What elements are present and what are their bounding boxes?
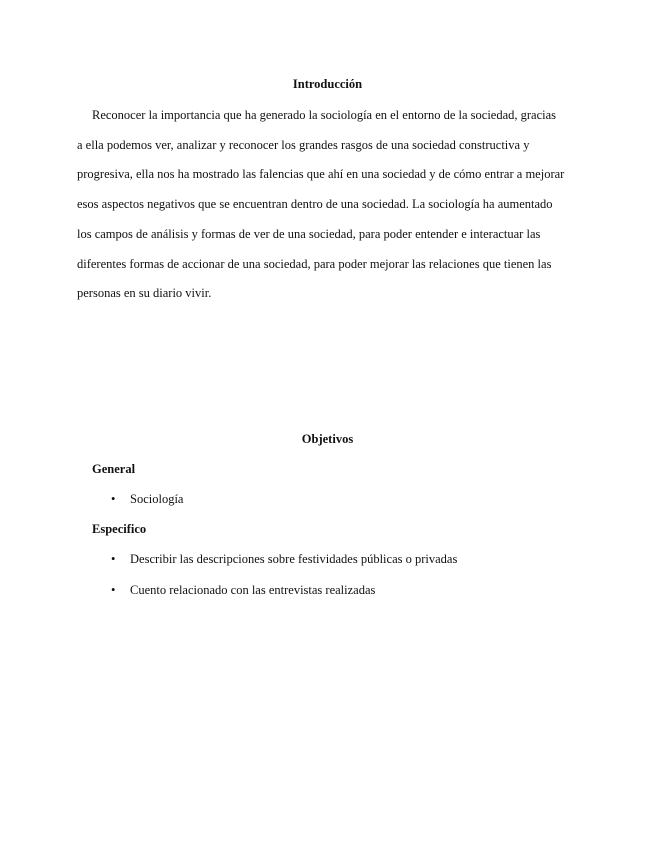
paragraph-line: personas en su diario vivir. bbox=[77, 286, 212, 301]
paragraph-line: a ella podemos ver, analizar y reconocer los grandes rasgos de una sociedad constructiva y bbox=[77, 137, 530, 152]
introduction-paragraph bbox=[77, 101, 582, 309]
paragraph-line: los campos de análisis y formas de ver de una sociedad, para poder entender e interactuar las bbox=[77, 226, 541, 241]
list-item-text: Sociología bbox=[130, 492, 184, 506]
bullet-icon: • bbox=[111, 492, 116, 506]
paragraph-line: Reconocer la importancia que ha generado la sociología en el entorno de la sociedad, gracias bbox=[92, 108, 557, 122]
list-item bbox=[111, 551, 457, 567]
introduction-title: Introducción bbox=[292, 77, 363, 91]
list-item-text: Cuento relacionado con las entrevistas realizadas bbox=[130, 583, 376, 597]
paragraph-line: esos aspectos negativos que se encuentran dentro de una sociedad. La sociología ha aumentado bbox=[77, 197, 553, 212]
specific-heading: Especifico bbox=[92, 522, 147, 536]
list-item bbox=[111, 582, 375, 598]
paragraph-line: progresiva, ella nos ha mostrado las falencias que ahí en una sociedad y de cómo entrar a mejorar bbox=[77, 167, 565, 182]
objectives-title: Objetivos bbox=[301, 432, 354, 446]
general-heading: General bbox=[92, 462, 136, 476]
list-item bbox=[111, 491, 183, 507]
bullet-icon: • bbox=[111, 583, 116, 597]
bullet-icon: • bbox=[111, 552, 116, 566]
list-item-text: Describir las descripciones sobre festividades públicas o privadas bbox=[130, 552, 458, 566]
paragraph-line: diferentes formas de accionar de una sociedad, para poder mejorar las relaciones que tienen las bbox=[77, 256, 552, 271]
